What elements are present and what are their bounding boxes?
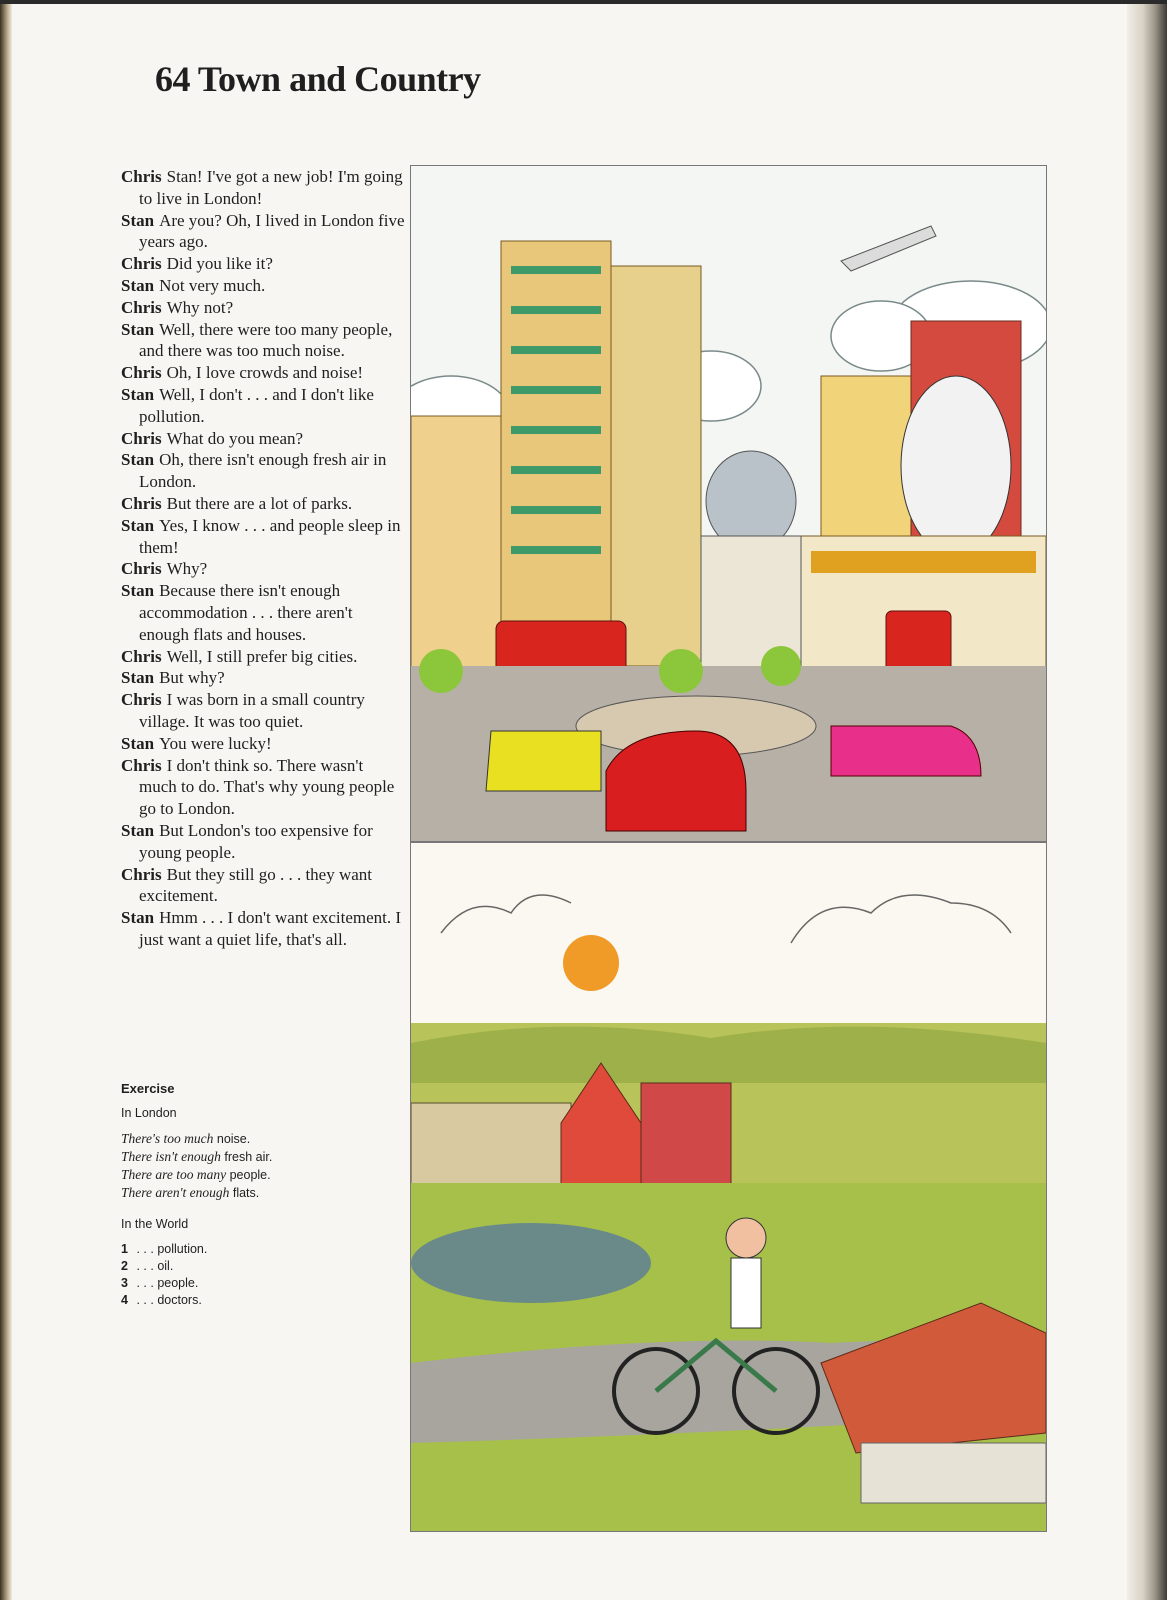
exercise-subheading-world: In the World <box>121 1217 189 1231</box>
dialogue-line <box>121 515 405 559</box>
item-number: 3 <box>121 1276 128 1290</box>
page-title: 64 Town and Country <box>155 59 481 99</box>
dialogue-line <box>121 733 405 755</box>
dialogue-text-line: Well, there were too many people, and there was too much noise. <box>139 319 393 361</box>
speaker-name: Chris <box>121 559 162 579</box>
speaker-name: Stan <box>121 275 155 295</box>
speaker-name: Stan <box>121 908 155 928</box>
model-noun: people. <box>229 1168 271 1182</box>
item-text: . . . doctors. <box>136 1293 202 1307</box>
speaker-name: Chris <box>121 864 162 884</box>
speaker-name: Chris <box>121 493 162 513</box>
city-illustration <box>410 165 1047 842</box>
speaker-name: Stan <box>121 515 155 535</box>
dialogue-text-line: Not very much. <box>159 275 266 295</box>
dialogue-line <box>121 646 405 668</box>
dialogue-text-line: Oh, there isn't enough fresh air in London. <box>139 450 387 492</box>
dialogue-text-line: Are you? Oh, I lived in London five years ago. <box>139 210 405 252</box>
page-top-edge <box>0 0 1167 4</box>
speaker-name: Stan <box>121 668 155 688</box>
model-phrase: There are too many <box>121 1167 227 1182</box>
dialogue-line <box>121 319 405 363</box>
exercise-section <box>121 1080 272 1309</box>
speaker-name: Stan <box>121 384 155 404</box>
speaker-name: Stan <box>121 820 155 840</box>
model-noun: flats. <box>232 1186 260 1200</box>
item-text: . . . pollution. <box>136 1242 208 1256</box>
model-noun: noise. <box>216 1132 251 1146</box>
item-number: 4 <box>121 1293 128 1307</box>
exercise-models <box>121 1130 272 1202</box>
dialogue-line <box>121 820 405 864</box>
speaker-name: Chris <box>121 755 162 775</box>
item-text: . . . people. <box>136 1276 199 1290</box>
speaker-name: Stan <box>121 210 155 230</box>
dialogue-text-line: I was born in a small country village. It was too quiet. <box>139 690 365 731</box>
page-edge-left <box>0 0 12 1600</box>
exercise-title: Exercise <box>121 1081 175 1096</box>
dialogue-text-line: Why not? <box>166 297 234 317</box>
exercise-item <box>121 1292 272 1309</box>
speaker-name: Stan <box>121 319 155 339</box>
exercise-item <box>121 1275 272 1292</box>
speaker-name: Chris <box>121 646 162 666</box>
dialogue-line <box>121 864 405 908</box>
model-phrase: There isn't enough <box>121 1149 221 1164</box>
speaker-name: Stan <box>121 581 155 601</box>
dialogue-line <box>121 362 405 384</box>
dialogue-line <box>121 275 405 297</box>
speaker-name: Chris <box>121 690 162 710</box>
exercise-item <box>121 1258 272 1275</box>
dialogue-text-line: But they still go . . . they want excitement. <box>139 864 373 906</box>
dialogue-text-line: Well, I don't . . . and I don't like pollution. <box>139 384 374 426</box>
dialogue-line <box>121 689 405 733</box>
speaker-name: Chris <box>121 363 162 383</box>
dialogue-text-line: Yes, I know . . . and people sleep in them! <box>139 515 401 557</box>
dialogue-text-line: Well, I still prefer big cities. <box>166 646 358 666</box>
dialogue-line <box>121 210 405 254</box>
item-number: 2 <box>121 1259 128 1273</box>
dialogue-text-line: Why? <box>166 559 208 579</box>
dialogue-text-line: Hmm . . . I don't want excitement. I just want a quiet life, that's all. <box>139 908 402 949</box>
dialogue-line <box>121 558 405 580</box>
dialogue-line <box>121 907 405 951</box>
dialogue-line <box>121 384 405 428</box>
speaker-name: Chris <box>121 167 162 186</box>
dialogue-text-line: Stan! I've got a new job! I'm going to live in London! <box>139 167 403 208</box>
dialogue-text-line: Oh, I love crowds and noise! <box>166 363 364 383</box>
dialogue-text-line: What do you mean? <box>166 428 304 448</box>
model-phrase: There's too much <box>121 1131 214 1146</box>
dialogue-line <box>121 253 405 275</box>
dialogue-line <box>121 493 405 515</box>
dialogue-line <box>121 166 405 210</box>
speaker-name: Stan <box>121 450 155 470</box>
item-number: 1 <box>121 1242 128 1256</box>
exercise-model-sentence <box>121 1148 272 1166</box>
exercise-item <box>121 1241 272 1258</box>
dialogue-text-line: I don't think so. There wasn't much to do. That's why young people go to London. <box>139 755 395 819</box>
speaker-name: Chris <box>121 297 162 317</box>
dialogue-text-line: But why? <box>159 668 225 688</box>
dialogue-line <box>121 580 405 645</box>
speaker-name: Chris <box>121 428 162 448</box>
exercise-subheading-london: In London <box>121 1106 177 1120</box>
dialogue-text <box>121 166 405 951</box>
model-noun: fresh air. <box>224 1150 273 1164</box>
exercise-items <box>121 1241 272 1309</box>
dialogue-line <box>121 667 405 689</box>
dialogue-line <box>121 449 405 493</box>
dialogue-text-line: But there are a lot of parks. <box>166 493 353 513</box>
speaker-name: Chris <box>121 254 162 274</box>
exercise-model-sentence <box>121 1130 272 1148</box>
dialogue-line <box>121 297 405 319</box>
dialogue-text-line: You were lucky! <box>159 733 272 753</box>
dialogue-line <box>121 428 405 450</box>
book-spine-edge <box>1127 0 1167 1600</box>
dialogue-text-line: Did you like it? <box>166 254 273 274</box>
exercise-model-sentence <box>121 1184 272 1202</box>
exercise-model-sentence <box>121 1166 272 1184</box>
speaker-name: Stan <box>121 733 155 753</box>
country-illustration <box>410 842 1047 1532</box>
dialogue-line <box>121 755 405 820</box>
model-phrase: There aren't enough <box>121 1185 230 1200</box>
dialogue-text-line: But London's too expensive for young people. <box>139 820 373 862</box>
item-text: . . . oil. <box>136 1259 174 1273</box>
dialogue-text-line: Because there isn't enough accommodation . . . there aren't enough flats and houses. <box>139 581 353 644</box>
